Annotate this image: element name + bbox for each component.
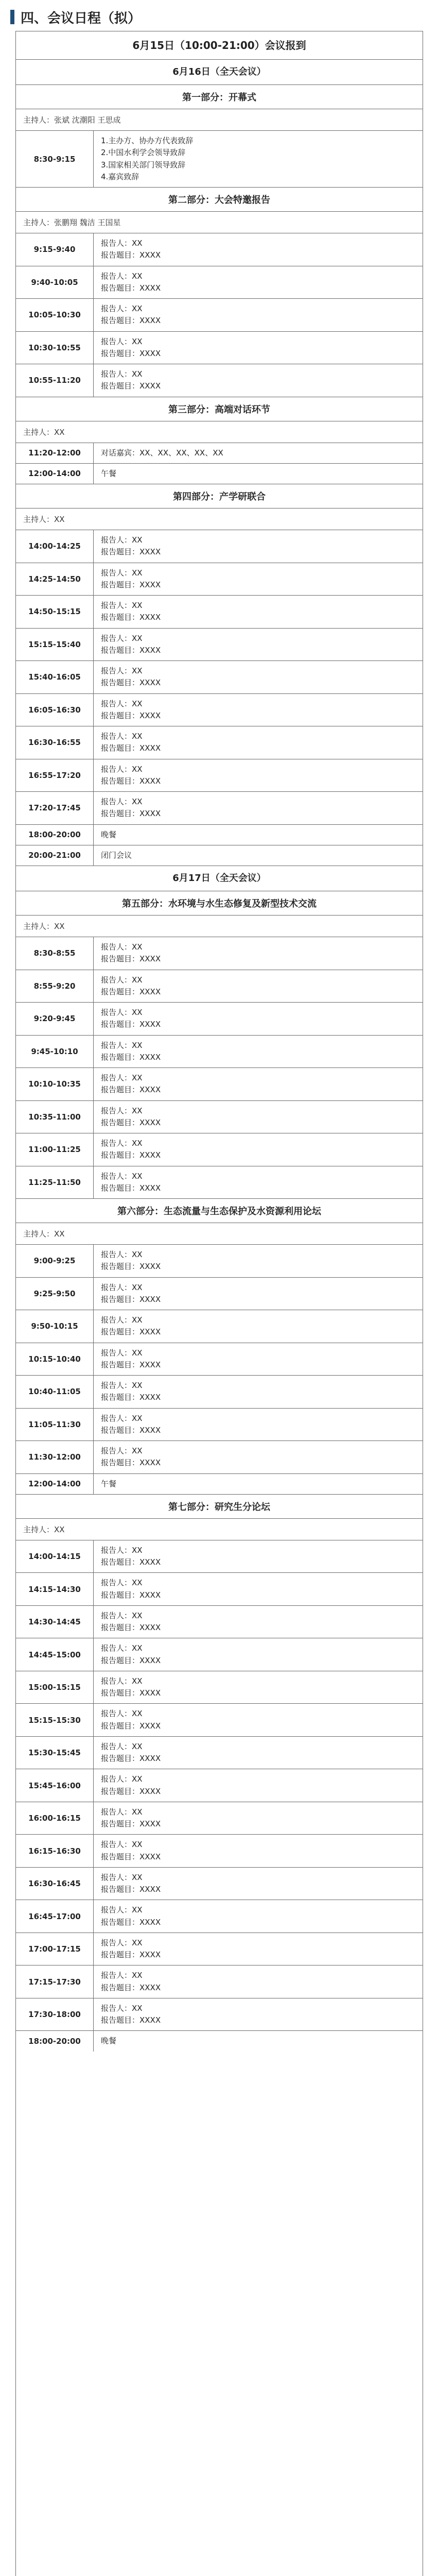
row-content (94, 661, 423, 693)
row-line: 报告人：XX (101, 568, 143, 578)
row-line: 报告人：XX (101, 1413, 143, 1423)
row-content (94, 1101, 423, 1133)
row-time: 14:45-15:00 (16, 1638, 94, 1671)
agenda-row (16, 364, 423, 397)
row-time: 10:10-10:35 (16, 1068, 94, 1100)
agenda-row (16, 443, 423, 464)
row-line: 报告题目：XXXX (101, 1425, 161, 1435)
agenda-row (16, 2031, 423, 2051)
row-line: 报告人：XX (101, 1446, 143, 1455)
row-line: 报告人：XX (101, 1905, 143, 1915)
row-time: 14:00-14:25 (16, 530, 94, 563)
agenda-row (16, 1278, 423, 1311)
part6-host: 主持人：XX (16, 1223, 423, 1245)
row-time: 11:05-11:30 (16, 1409, 94, 1441)
row-time: 10:05-10:30 (16, 299, 94, 331)
row-time: 10:40-11:05 (16, 1376, 94, 1408)
row-line: 报告人：XX (101, 1282, 143, 1292)
part2-head: 第二部分：大会特邀报告 (16, 188, 423, 212)
row-content (94, 1166, 423, 1199)
row-content (94, 530, 423, 563)
agenda-row (16, 1638, 423, 1671)
row-content (94, 1068, 423, 1100)
row-content (94, 1671, 423, 1704)
row-time: 16:55-17:20 (16, 759, 94, 792)
agenda-row (16, 1835, 423, 1868)
row-line: 报告题目：XXXX (101, 250, 161, 260)
agenda-row (16, 233, 423, 266)
row-line: 报告人：XX (101, 732, 143, 741)
agenda-row (16, 1540, 423, 1573)
agenda-row (16, 1310, 423, 1343)
part5-host: 主持人：XX (16, 916, 423, 937)
row-line: 报告人：XX (101, 942, 143, 952)
row-line: 午餐 (101, 468, 117, 478)
row-line: 报告题目：XXXX (101, 1917, 161, 1927)
row-content (94, 1868, 423, 1900)
row-time: 8:30-9:15 (16, 131, 94, 187)
row-line: 1.主办方、协办方代表致辞 (101, 136, 194, 145)
row-line: 报告题目：XXXX (101, 1786, 161, 1796)
row-content (94, 563, 423, 596)
row-content (94, 596, 423, 628)
row-line: 报告人：XX (101, 1971, 143, 1980)
row-time: 18:00-20:00 (16, 2031, 94, 2051)
row-content (94, 694, 423, 726)
row-line: 报告人：XX (101, 271, 143, 281)
row-line: 报告人：XX (101, 601, 143, 610)
row-time: 15:15-15:30 (16, 1704, 94, 1736)
row-line: 报告题目：XXXX (101, 1557, 161, 1567)
row-content (94, 2031, 423, 2051)
row-line: 报告题目：XXXX (101, 1052, 161, 1062)
row-line: 报告题目：XXXX (101, 1020, 161, 1029)
row-line: 报告人：XX (101, 797, 143, 806)
row-content (94, 1343, 423, 1376)
row-content (94, 1441, 423, 1473)
agenda-row (16, 792, 423, 825)
agenda-row (16, 1965, 423, 1998)
agenda-row (16, 1900, 423, 1933)
agenda-row (16, 1166, 423, 1199)
row-time: 17:15-17:30 (16, 1965, 94, 1998)
row-line: 4.嘉宾致辞 (101, 172, 139, 181)
row-content (94, 1933, 423, 1965)
row-time: 11:25-11:50 (16, 1166, 94, 1199)
row-line: 对话嘉宾：XX、XX、XX、XX、XX (101, 448, 223, 457)
row-time: 9:00-9:25 (16, 1245, 94, 1277)
agenda-row (16, 1245, 423, 1278)
row-time: 9:45-10:10 (16, 1036, 94, 1068)
row-line: 报告题目：XXXX (101, 1085, 161, 1095)
row-content (94, 1704, 423, 1736)
row-time: 16:30-16:55 (16, 726, 94, 759)
agenda-row (16, 1474, 423, 1495)
row-content (94, 629, 423, 661)
row-time: 16:30-16:45 (16, 1868, 94, 1900)
row-line: 报告题目：XXXX (101, 1183, 161, 1193)
row-time: 10:55-11:20 (16, 364, 94, 397)
row-time: 14:00-14:15 (16, 1540, 94, 1573)
row-line: 报告人：XX (101, 1008, 143, 1017)
row-line: 报告题目：XXXX (101, 316, 161, 326)
row-time: 15:40-16:05 (16, 661, 94, 693)
row-time: 11:00-11:25 (16, 1133, 94, 1166)
row-content (94, 1769, 423, 1802)
row-content (94, 1278, 423, 1310)
agenda-row (16, 1606, 423, 1639)
row-line: 报告人：XX (101, 1741, 143, 1751)
row-line: 晚餐 (101, 2036, 117, 2046)
row-line: 报告人：XX (101, 2003, 143, 2013)
row-content (94, 1133, 423, 1166)
row-line: 午餐 (101, 1479, 117, 1488)
row-line: 报告人：XX (101, 1807, 143, 1817)
day2-head: 6月16日（全天会议） (16, 60, 423, 85)
row-line: 2.中国水利学会领导致辞 (101, 148, 186, 158)
row-line: 报告题目：XXXX (101, 1982, 161, 1992)
row-line: 报告人：XX (101, 1643, 143, 1653)
agenda-row (16, 1409, 423, 1442)
row-time: 18:00-20:00 (16, 825, 94, 845)
row-line: 报告人：XX (101, 666, 143, 675)
row-time: 14:30-14:45 (16, 1606, 94, 1638)
row-content (94, 845, 423, 866)
row-content (94, 131, 423, 187)
row-line: 报告人：XX (101, 633, 143, 643)
agenda-row (16, 1802, 423, 1835)
day1-head: 6月15日（10:00-21:00）会议报到 (16, 31, 423, 60)
row-line: 报告人：XX (101, 1774, 143, 1784)
row-line: 报告题目：XXXX (101, 348, 161, 358)
agenda-row (16, 1068, 423, 1101)
row-content (94, 1998, 423, 2031)
agenda-row (16, 726, 423, 759)
row-line: 报告题目：XXXX (101, 1327, 161, 1337)
row-time: 15:15-15:40 (16, 629, 94, 661)
row-line: 3.国家相关部门领导致辞 (101, 160, 186, 170)
row-content (94, 1900, 423, 1933)
row-line: 报告题目：XXXX (101, 2015, 161, 2025)
row-line: 报告人：XX (101, 1578, 143, 1588)
row-content (94, 1540, 423, 1573)
row-content (94, 1606, 423, 1638)
row-line: 报告人：XX (101, 1073, 143, 1082)
row-line: 报告人：XX (101, 1315, 143, 1325)
row-line: 晚餐 (101, 829, 117, 839)
row-line: 报告人：XX (101, 1171, 143, 1181)
part5-head: 第五部分：水环境与水生态修复及新型技术交流 (16, 891, 423, 916)
row-time: 8:55-9:20 (16, 970, 94, 1003)
row-line: 报告题目：XXXX (101, 1655, 161, 1665)
row-line: 报告题目：XXXX (101, 645, 161, 655)
row-time: 9:20-9:45 (16, 1003, 94, 1035)
row-content (94, 1376, 423, 1408)
row-line: 报告人：XX (101, 1676, 143, 1686)
row-content (94, 233, 423, 266)
row-time: 15:00-15:15 (16, 1671, 94, 1704)
row-content (94, 1965, 423, 1998)
row-line: 闭门会议 (101, 850, 132, 860)
agenda-row (16, 266, 423, 299)
row-content (94, 443, 423, 463)
row-line: 报告人：XX (101, 764, 143, 774)
row-line: 报告人：XX (101, 1709, 143, 1719)
row-line: 报告人：XX (101, 1106, 143, 1115)
agenda-row (16, 1101, 423, 1134)
agenda-row (16, 299, 423, 332)
agenda-row (16, 937, 423, 970)
agenda-row (16, 1343, 423, 1376)
part4-head: 第四部分：产学研联合 (16, 484, 423, 509)
row-time: 17:00-17:15 (16, 1933, 94, 1965)
row-time: 17:20-17:45 (16, 792, 94, 824)
row-line: 报告人：XX (101, 1139, 143, 1148)
row-time: 9:40-10:05 (16, 266, 94, 299)
row-line: 报告题目：XXXX (101, 743, 161, 753)
row-line: 报告人：XX (101, 1040, 143, 1050)
agenda-row (16, 845, 423, 866)
row-content (94, 1310, 423, 1343)
row-line: 报告人：XX (101, 239, 143, 248)
row-line: 报告人：XX (101, 975, 143, 985)
row-line: 报告人：XX (101, 1381, 143, 1390)
row-content (94, 1835, 423, 1867)
part6-head: 第六部分：生态流量与生态保护及水资源利用论坛 (16, 1199, 423, 1223)
row-line: 报告题目：XXXX (101, 1852, 161, 1861)
row-line: 报告人：XX (101, 1545, 143, 1555)
row-time: 14:15-14:30 (16, 1573, 94, 1605)
row-time: 16:45-17:00 (16, 1900, 94, 1933)
row-line: 报告题目：XXXX (101, 547, 161, 557)
agenda-row (16, 530, 423, 563)
row-line: 报告题目：XXXX (101, 1458, 161, 1468)
row-line: 报告题目：XXXX (101, 776, 161, 786)
row-time: 10:30-10:55 (16, 332, 94, 364)
agenda-row (16, 1998, 423, 2031)
row-content (94, 726, 423, 759)
agenda-section-title: 四、会议日程（拟） (10, 7, 427, 27)
row-time: 14:50-15:15 (16, 596, 94, 628)
row-line: 报告题目：XXXX (101, 580, 161, 589)
row-line: 报告题目：XXXX (101, 1262, 161, 1272)
row-line: 报告人：XX (101, 1938, 143, 1947)
part3-host: 主持人：XX (16, 421, 423, 443)
day3-head: 6月17日（全天会议） (16, 866, 423, 891)
row-line: 报告题目：XXXX (101, 381, 161, 391)
agenda-row (16, 1003, 423, 1036)
row-time: 12:00-14:00 (16, 1474, 94, 1494)
row-content (94, 1003, 423, 1035)
row-content (94, 1573, 423, 1605)
row-content (94, 1638, 423, 1671)
agenda-row (16, 464, 423, 484)
row-line: 报告人：XX (101, 1840, 143, 1850)
row-content (94, 299, 423, 331)
part7-host: 主持人：XX (16, 1519, 423, 1540)
row-line: 报告题目：XXXX (101, 1721, 161, 1731)
agenda-row (16, 1671, 423, 1704)
agenda-row (16, 1441, 423, 1474)
agenda-row (16, 1868, 423, 1901)
row-time: 16:05-16:30 (16, 694, 94, 726)
row-line: 报告人：XX (101, 535, 143, 545)
row-line: 报告题目：XXXX (101, 1393, 161, 1402)
row-line: 报告题目：XXXX (101, 809, 161, 819)
row-time: 14:25-14:50 (16, 563, 94, 596)
agenda-row (16, 131, 423, 188)
row-line: 报告题目：XXXX (101, 1360, 161, 1369)
row-content (94, 1737, 423, 1769)
row-time: 16:00-16:15 (16, 1802, 94, 1835)
row-line: 报告人：XX (101, 1348, 143, 1358)
row-content (94, 792, 423, 824)
row-time: 20:00-21:00 (16, 845, 94, 866)
row-time: 8:30-8:55 (16, 937, 94, 970)
row-time: 17:30-18:00 (16, 1998, 94, 2031)
row-line: 报告题目：XXXX (101, 987, 161, 996)
agenda-row (16, 1036, 423, 1069)
row-line: 报告题目：XXXX (101, 283, 161, 293)
agenda-row (16, 1933, 423, 1966)
row-line: 报告题目：XXXX (101, 954, 161, 964)
agenda-row (16, 596, 423, 629)
row-line: 报告人：XX (101, 699, 143, 708)
row-time: 10:35-11:00 (16, 1101, 94, 1133)
agenda-row (16, 970, 423, 1003)
part2-host: 主持人：张鹏翔 魏洁 王国星 (16, 212, 423, 233)
agenda-row (16, 759, 423, 792)
row-line: 报告题目：XXXX (101, 1885, 161, 1894)
row-time: 12:00-14:00 (16, 464, 94, 484)
row-line: 报告人：XX (101, 304, 143, 313)
part4-host: 主持人：XX (16, 509, 423, 530)
row-content (94, 1474, 423, 1494)
row-line: 报告人：XX (101, 1250, 143, 1259)
agenda-row (16, 1769, 423, 1802)
agenda-row (16, 563, 423, 596)
row-content (94, 825, 423, 845)
row-content (94, 1409, 423, 1441)
row-line: 报告题目：XXXX (101, 1590, 161, 1600)
row-time: 9:15-9:40 (16, 233, 94, 266)
part7-head: 第七部分：研究生分论坛 (16, 1495, 423, 1519)
row-line: 报告题目：XXXX (101, 678, 161, 688)
row-content (94, 937, 423, 970)
row-line: 报告题目：XXXX (101, 1623, 161, 1632)
row-time: 15:45-16:00 (16, 1769, 94, 1802)
row-content (94, 332, 423, 364)
row-time: 10:15-10:40 (16, 1343, 94, 1376)
row-time: 16:15-16:30 (16, 1835, 94, 1867)
row-line: 报告题目：XXXX (101, 1688, 161, 1698)
row-content (94, 1802, 423, 1835)
agenda-row (16, 1737, 423, 1770)
agenda-row (16, 1704, 423, 1737)
row-line: 报告人：XX (101, 1611, 143, 1620)
part1-head: 第一部分：开幕式 (16, 85, 423, 109)
row-content (94, 364, 423, 397)
part1-host: 主持人：张斌 沈潮阳 王思成 (16, 109, 423, 131)
title-bar-icon (10, 10, 14, 24)
row-content (94, 1036, 423, 1068)
row-line: 报告题目：XXXX (101, 1117, 161, 1127)
agenda-table (15, 31, 423, 2576)
agenda-row (16, 694, 423, 727)
row-line: 报告题目：XXXX (101, 1819, 161, 1828)
agenda-row (16, 629, 423, 662)
row-line: 报告题目：XXXX (101, 1754, 161, 1763)
agenda-row (16, 661, 423, 694)
part3-head: 第三部分：高端对话环节 (16, 397, 423, 421)
row-content (94, 464, 423, 484)
row-line: 报告人：XX (101, 369, 143, 379)
agenda-row (16, 1376, 423, 1409)
row-time: 11:30-12:00 (16, 1441, 94, 1473)
row-line: 报告题目：XXXX (101, 1150, 161, 1160)
row-content (94, 1245, 423, 1277)
row-line: 报告题目：XXXX (101, 613, 161, 622)
row-line: 报告题目：XXXX (101, 1294, 161, 1304)
agenda-row (16, 1133, 423, 1166)
agenda-row (16, 825, 423, 845)
row-line: 报告题目：XXXX (101, 1950, 161, 1959)
row-content (94, 759, 423, 792)
row-time: 11:20-12:00 (16, 443, 94, 463)
row-line: 报告人：XX (101, 336, 143, 346)
row-time: 15:30-15:45 (16, 1737, 94, 1769)
row-time: 9:50-10:15 (16, 1310, 94, 1343)
row-line: 报告题目：XXXX (101, 710, 161, 720)
agenda-row (16, 1573, 423, 1606)
row-line: 报告人：XX (101, 1872, 143, 1882)
row-content (94, 970, 423, 1003)
agenda-row (16, 332, 423, 365)
row-time: 9:25-9:50 (16, 1278, 94, 1310)
row-content (94, 266, 423, 299)
